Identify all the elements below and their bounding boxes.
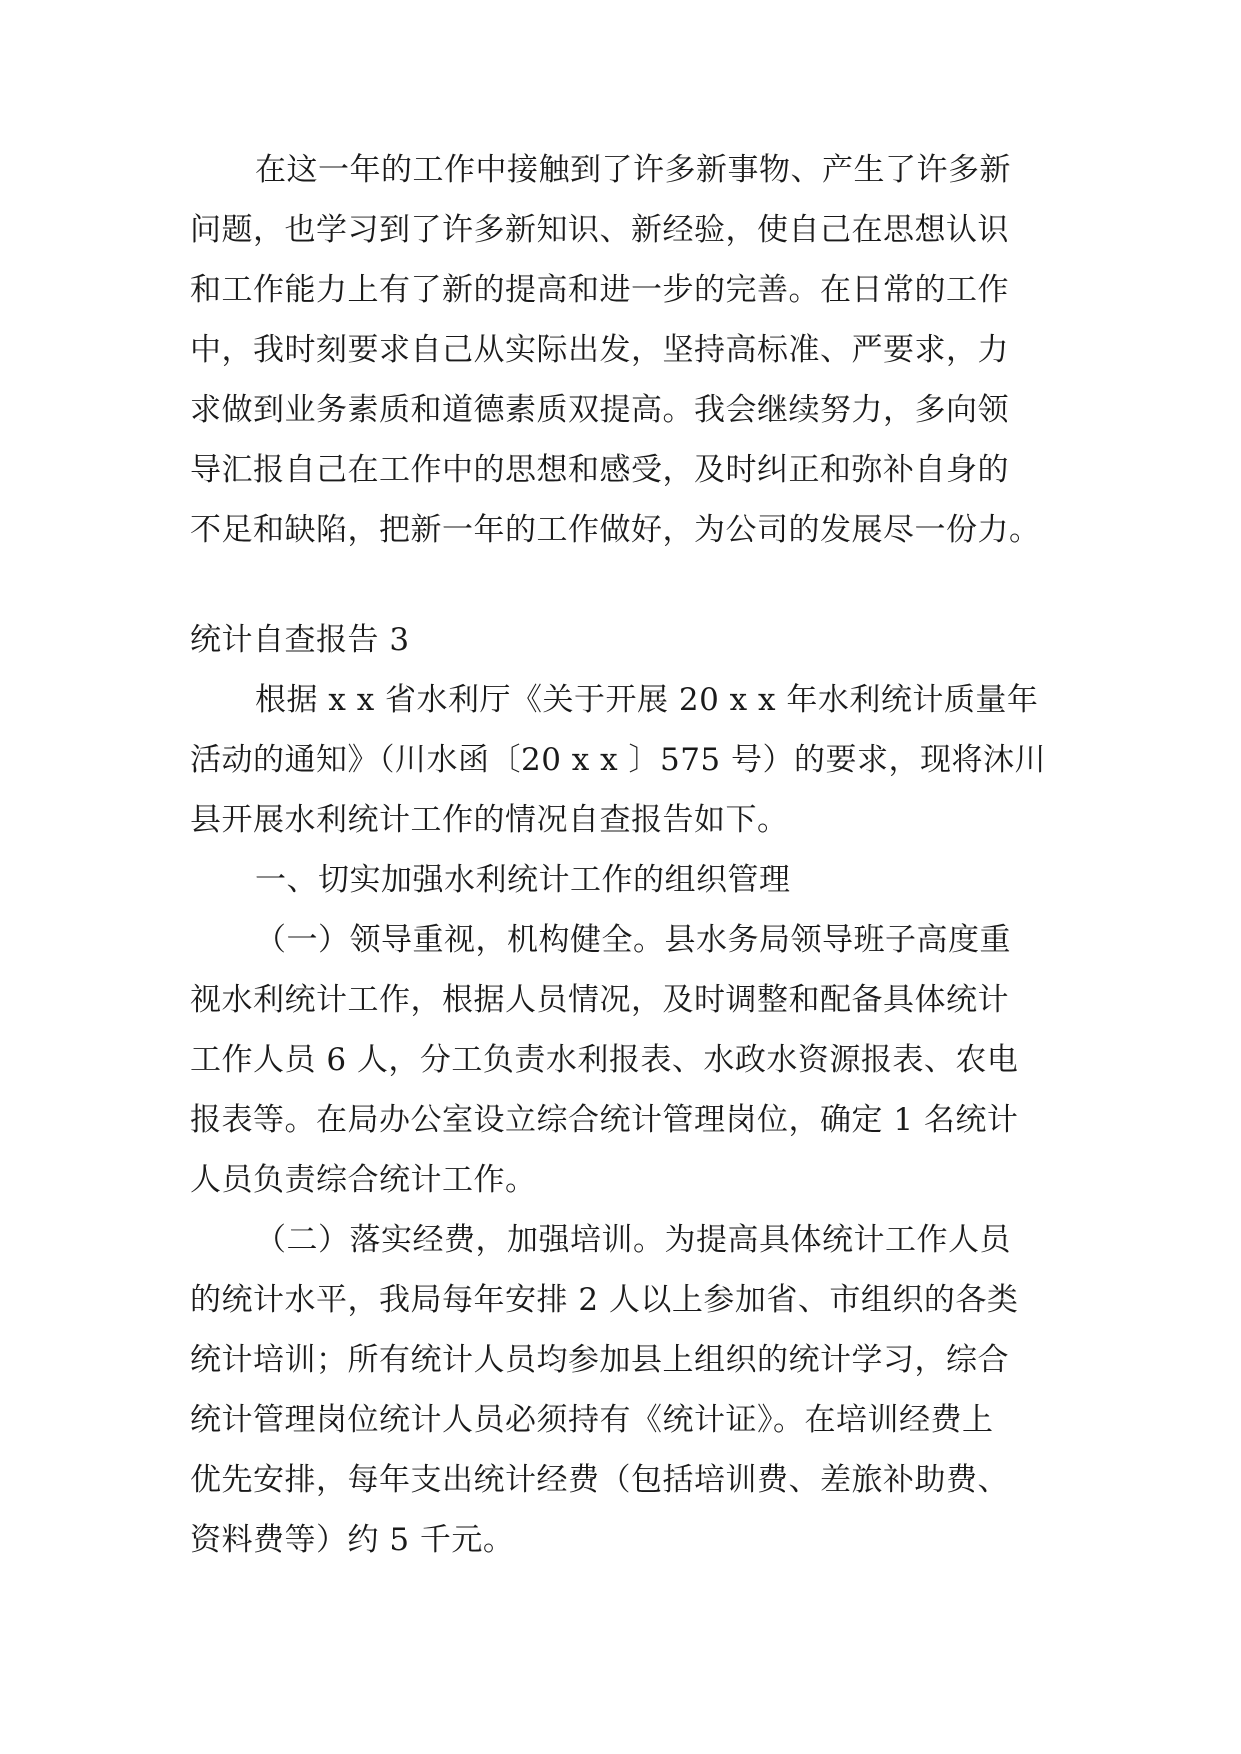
paragraph-line: 问题，也学习到了许多新知识、新经验，使自己在思想认识 [190,212,1009,248]
paragraph-line: 导汇报自己在工作中的思想和感受，及时纠正和弥补自身的 [190,452,1009,488]
paragraph-line: 统计培训；所有统计人员均参加县上组织的统计学习，综合 [190,1342,1009,1378]
paragraph-line: 求做到业务素质和道德素质双提高。我会继续努力，多向领 [190,392,1009,428]
paragraph-line: 工作人员 6 人，分工负责水利报表、水政水资源报表、农电 [190,1042,1019,1078]
paragraph-line: 统计管理岗位统计人员必须持有《统计证》。在培训经费上 [190,1402,994,1438]
paragraph-line: 报表等。在局办公室设立综合统计管理岗位，确定 1 名统计 [190,1102,1019,1138]
paragraph-line: 资料费等）约 5 千元。 [190,1522,515,1558]
paragraph-line: 和工作能力上有了新的提高和进一步的完善。在日常的工作 [190,272,1009,308]
paragraph-line: 在这一年的工作中接触到了许多新事物、产生了许多新 [255,152,1011,188]
paragraph-line: 视水利统计工作，根据人员情况，及时调整和配备具体统计 [190,982,1009,1018]
paragraph-line: 不足和缺陷，把新一年的工作做好，为公司的发展尽一份力。 [190,512,1041,548]
paragraph-line: （二）落实经费，加强培训。为提高具体统计工作人员 [255,1222,1011,1258]
paragraph-line: 人员负责综合统计工作。 [190,1162,537,1198]
section-title: 统计自查报告 3 [190,622,410,658]
paragraph-line: 中，我时刻要求自己从实际出发，坚持高标准、严要求，力 [190,332,1009,368]
paragraph-line: 优先安排，每年支出统计经费（包括培训费、差旅补助费、 [190,1462,1009,1498]
paragraph-line: 根据 x x 省水利厅《关于开展 20 x x 年水利统计质量年 [255,682,1039,718]
paragraph-line: 县开展水利统计工作的情况自查报告如下。 [190,802,789,838]
paragraph-line: （一）领导重视，机构健全。县水务局领导班子高度重 [255,922,1011,958]
heading: 一、切实加强水利统计工作的组织管理 [255,862,791,898]
paragraph-line: 的统计水平，我局每年安排 2 人以上参加省、市组织的各类 [190,1282,1019,1318]
paragraph-line: 活动的通知》（川水函〔20 x x 〕575 号）的要求，现将沐川 [190,742,1046,778]
